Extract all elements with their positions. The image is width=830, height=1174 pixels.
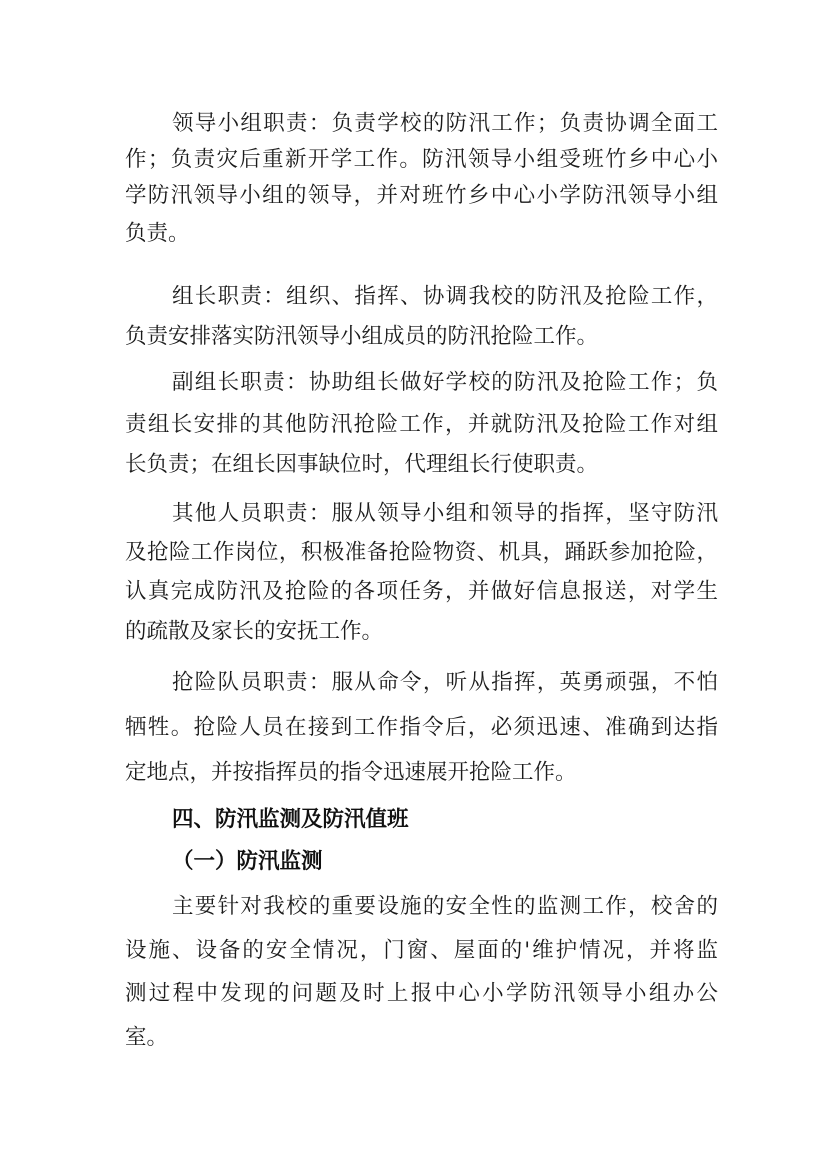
section-heading: 四、防汛监测及防汛值班 bbox=[172, 807, 409, 832]
paragraph-line: 认真完成防汛及抢险的各项任务，并做好信息报送，对学生 bbox=[125, 579, 718, 604]
subsection-heading: （一）防汛监测 bbox=[172, 849, 323, 874]
paragraph-line: 负责。 bbox=[125, 221, 190, 246]
paragraph-line: 牺牲。抢险人员在接到工作指令后，必须迅速、准确到达指 bbox=[125, 715, 718, 740]
paragraph-line: 室。 bbox=[125, 1025, 169, 1050]
paragraph-line: 长负责；在组长因事缺位时，代理组长行使职责。 bbox=[125, 452, 599, 477]
paragraph-line: 设施、设备的安全情况，门窗、屋面的'维护情况，并将监 bbox=[125, 938, 718, 963]
paragraph-line: 组长职责：组织、指挥、协调我校的防汛及抢险工作， bbox=[172, 284, 718, 309]
paragraph-line: 副组长职责：协助组长做好学校的防汛及抢险工作；负 bbox=[172, 370, 718, 395]
paragraph-line: 定地点，并按指挥员的指令迅速展开抢险工作。 bbox=[125, 760, 577, 785]
paragraph-line: 主要针对我校的重要设施的安全性的监测工作，校舍的 bbox=[172, 894, 718, 919]
paragraph-line: 责组长安排的其他防汛抢险工作，并就防汛及抢险工作对组 bbox=[125, 412, 718, 437]
paragraph-line: 作；负责灾后重新开学工作。防汛领导小组受班竹乡中心小 bbox=[125, 147, 718, 172]
paragraph-line: 负责安排落实防汛领导小组成员的防汛抢险工作。 bbox=[125, 324, 599, 349]
paragraph-line: 的疏散及家长的安抚工作。 bbox=[125, 619, 384, 644]
paragraph-line: 测过程中发现的问题及时上报中心小学防汛领导小组办公 bbox=[125, 981, 718, 1006]
paragraph-line: 领导小组职责：负责学校的防汛工作；负责协调全面工 bbox=[172, 111, 718, 136]
paragraph-line: 学防汛领导小组的领导，并对班竹乡中心小学防汛领导小组 bbox=[125, 183, 718, 208]
paragraph-line: 抢险队员职责：服从命令，听从指挥，英勇顽强，不怕 bbox=[172, 670, 718, 695]
paragraph-line: 其他人员职责：服从领导小组和领导的指挥，坚守防汛 bbox=[172, 501, 718, 526]
paragraph-line: 及抢险工作岗位，积极准备抢险物资、机具，踊跃参加抢险， bbox=[125, 540, 718, 565]
